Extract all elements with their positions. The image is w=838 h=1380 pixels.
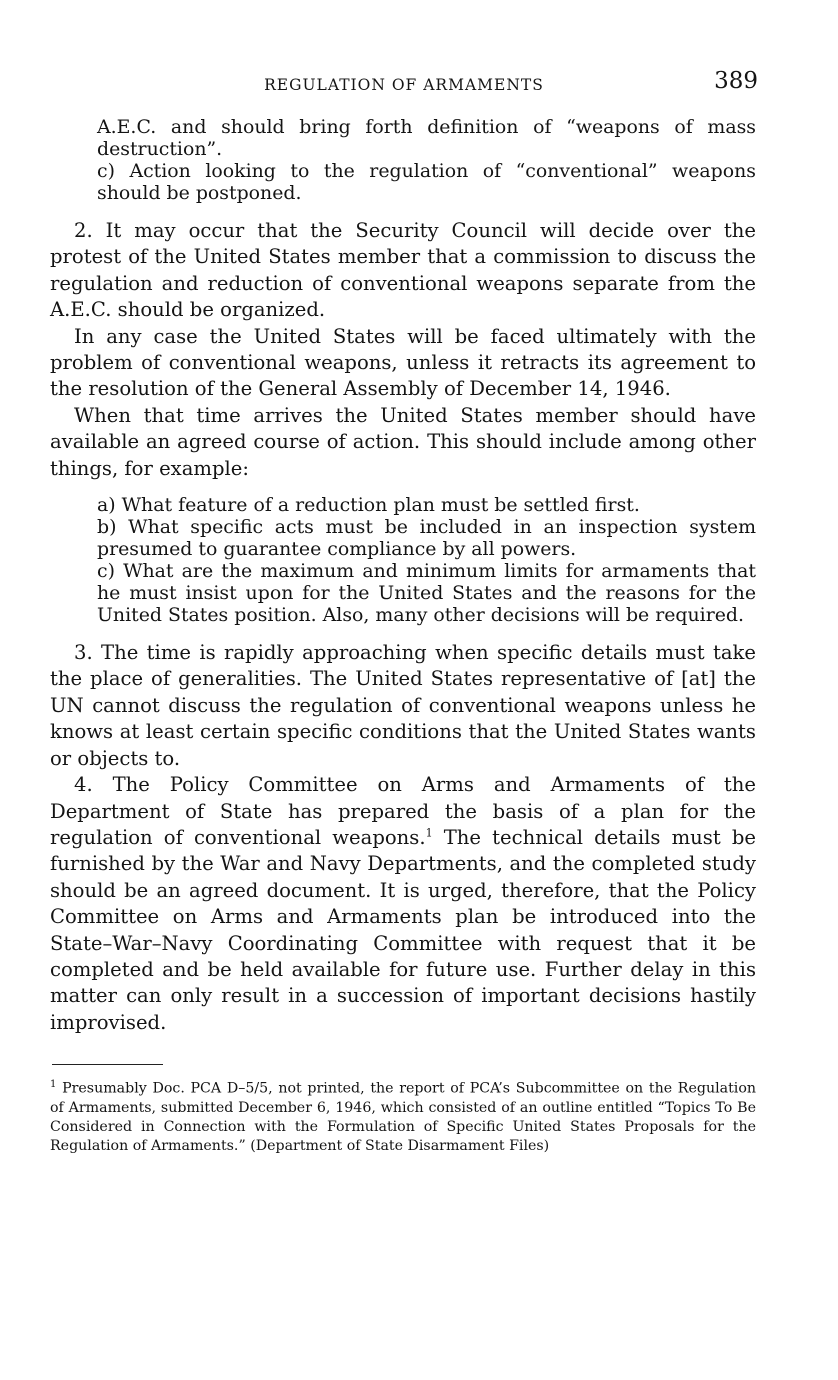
footnote xyxy=(50,1075,756,1156)
paragraph-4-end: The technical details must be furnished by the War and Navy Departments, and the completed study should be an agreed document. It is urged, therefore, that the Policy Committee on Arms and Armaments plan be introduced into the State–War–Navy Coordinating Committee with request that it be completed and be held available for future use. Further delay in this matter can only result in a succession of important decisions hastily improvised. xyxy=(50,825,756,1034)
footnote-marker: 1 xyxy=(50,1079,57,1090)
paragraph-2-any-case: In any case the United States will be faced ultimately with the problem of conventional weapons, unless it retracts its agreement to the resolution of the General Assembly of December 14, 1946. xyxy=(50,324,756,401)
list-item-a: a) What feature of a reduction plan must be settled first. xyxy=(97,494,640,517)
paragraph-4 xyxy=(50,772,756,1036)
paragraph-4-start: 4. The Policy Committee on Arms and Armaments of the Department of State has prepared the basis of a plan for the regulation of conventional weapons. xyxy=(50,773,756,849)
list-item-b: b) What specific acts must be included in an inspection system presumed to guarantee compliance by all powers. xyxy=(97,516,756,561)
footnote-reference[interactable]: 1 xyxy=(425,826,433,840)
page-number: 389 xyxy=(714,68,758,94)
main-text xyxy=(50,116,756,1036)
page-header xyxy=(50,66,758,102)
footnote-text: Presumably Doc. PCA D–5/5, not printed, the report of PCA’s Subcommittee on the Regulation of Armaments, submitted December 6, 1946, which consisted of an outline entitled “Topics To Be Considered in Connection with the Formulation of Specific United States Proposals for the Regulation of Armaments.” (Department of State Disarmament Files) xyxy=(50,1080,757,1154)
list-item-c: c) What are the maximum and minimum limits for armaments that he must insist upon for the United States and the reasons for the United States position. Also, many other decisions will be required. xyxy=(97,560,756,627)
paragraph-2-course-of-action: When that time arrives the United States member should have available an agreed course of action. This should include among other things, for example: xyxy=(50,403,756,480)
paragraph-3: 3. The time is rapidly approaching when specific details must take the place of generalities. The United States representative of [at] the UN cannot discuss the regulation of conventional weapons unless he knows at least certain specific conditions that the United States wants or objects to. xyxy=(50,641,756,770)
running-head: REGULATION OF ARMAMENTS xyxy=(264,76,544,94)
paragraph-2: 2. It may occur that the Security Council will decide over the protest of the United States member that a commission to discuss the regulation and reduction of conventional weapons separate from the A.E.C. should be organized. xyxy=(50,219,756,322)
list-item-b-continued: A.E.C. and should bring forth definition of “weapons of mass destruction”. xyxy=(97,116,756,160)
footnote-divider xyxy=(52,1064,163,1065)
list-item-c-postpone: c) Action looking to the regulation of “conventional” weapons should be postponed. xyxy=(97,160,756,204)
